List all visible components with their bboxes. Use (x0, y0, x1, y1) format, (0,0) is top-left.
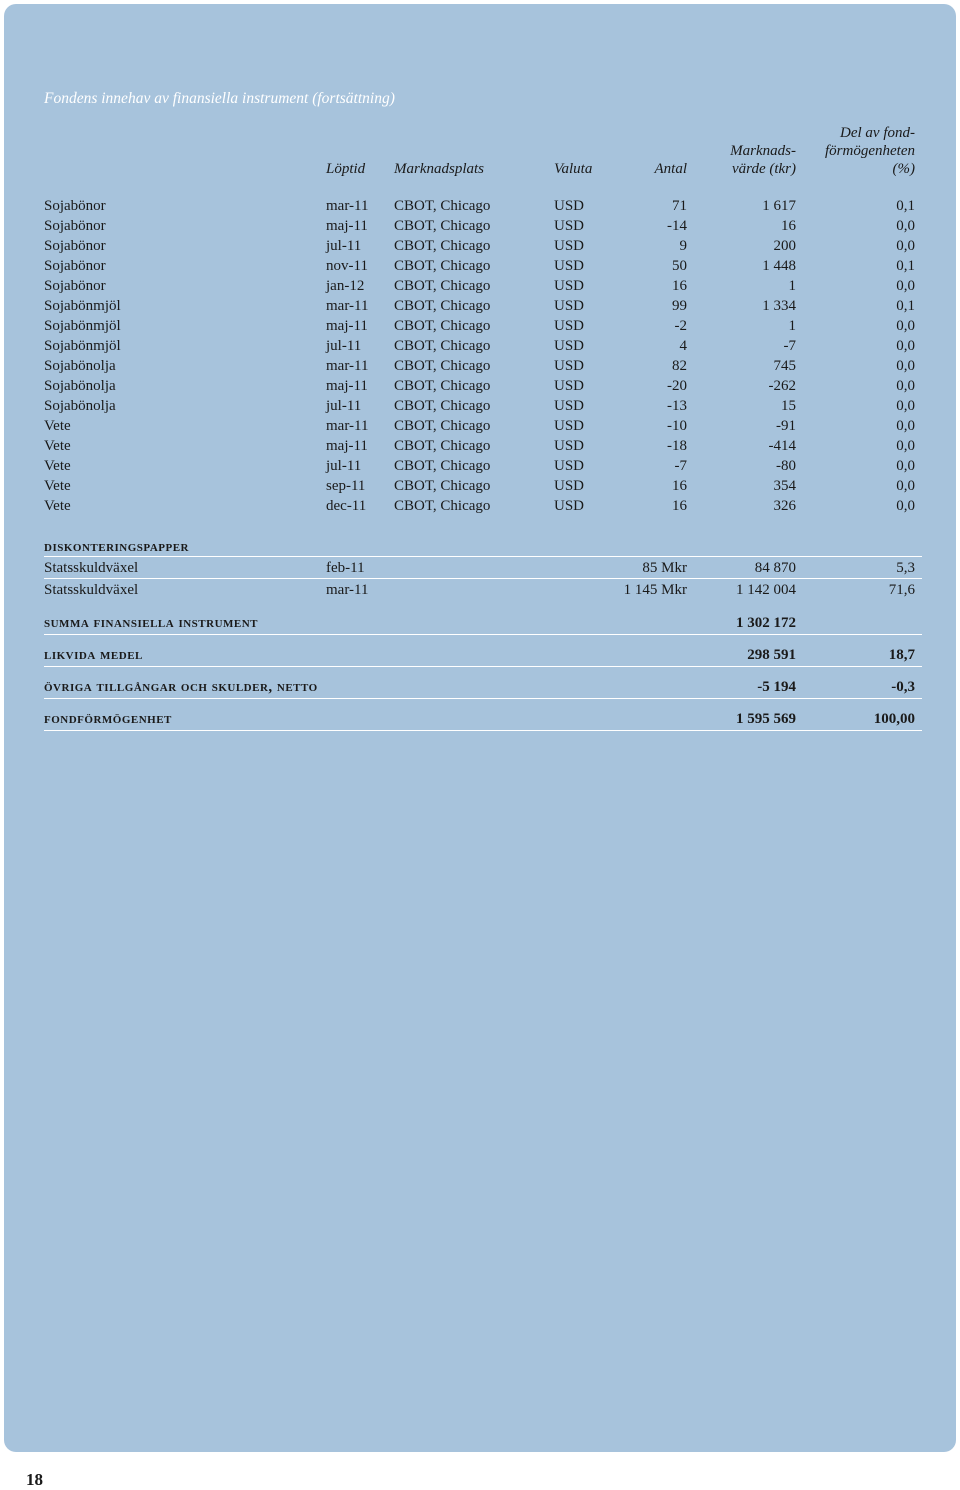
currency: USD (554, 438, 585, 454)
marketplace: CBOT, Chicago (394, 498, 491, 514)
maturity: sep-11 (326, 478, 366, 494)
maturity: mar-11 (326, 358, 369, 374)
market-value: -262 (768, 378, 796, 394)
summary-row-likvida (0, 645, 960, 665)
instrument-name: Sojabönor (44, 218, 106, 234)
table-row (0, 336, 960, 356)
marketplace: CBOT, Chicago (394, 298, 491, 314)
instrument-name: Statsskuldväxel (44, 560, 139, 576)
col-antal: Antal (654, 161, 687, 177)
currency: USD (554, 378, 585, 394)
marketplace: CBOT, Chicago (394, 398, 491, 414)
instrument-name: Sojabönolja (44, 378, 116, 394)
table-row (0, 316, 960, 336)
instrument-name: Sojabönor (44, 198, 106, 214)
instrument-name: Vete (44, 498, 71, 514)
divider (44, 578, 922, 579)
marketplace: CBOT, Chicago (394, 478, 491, 494)
table-row (0, 216, 960, 236)
summary-percent: -0,3 (891, 679, 915, 695)
quantity: -2 (674, 318, 687, 334)
col-loptid: Löptid (326, 161, 366, 177)
table-row (0, 276, 960, 296)
marketplace: CBOT, Chicago (394, 438, 491, 454)
maturity: maj-11 (326, 378, 368, 394)
divider (44, 698, 922, 699)
section-title-diskontering: diskonteringspapper (44, 539, 189, 555)
table-row (0, 236, 960, 256)
maturity: jul-11 (326, 338, 362, 354)
instrument-name: Sojabönmjöl (44, 298, 121, 314)
marketplace: CBOT, Chicago (394, 378, 491, 394)
currency: USD (554, 238, 585, 254)
market-value: 1 334 (762, 298, 796, 314)
summary-row-summa (0, 613, 960, 633)
currency: USD (554, 318, 585, 334)
table-row (0, 456, 960, 476)
col-andel-line1: Del av fond- (840, 125, 915, 141)
table-row (0, 356, 960, 376)
divider (44, 556, 922, 557)
market-value: 354 (773, 478, 796, 494)
currency: USD (554, 258, 585, 274)
table-row (0, 558, 960, 578)
share-percent: 0,0 (896, 458, 915, 474)
currency: USD (554, 278, 585, 294)
quantity: 4 (679, 338, 687, 354)
divider (44, 730, 922, 731)
instrument-name: Vete (44, 458, 71, 474)
marketplace: CBOT, Chicago (394, 338, 491, 354)
quantity: 1 145 Mkr (623, 582, 687, 598)
instrument-name: Vete (44, 418, 71, 434)
quantity: -10 (667, 418, 687, 434)
maturity: mar-11 (326, 198, 369, 214)
market-value: 16 (781, 218, 796, 234)
table-row (0, 580, 960, 600)
instrument-name: Sojabönor (44, 278, 106, 294)
summary-label: likvida medel (44, 647, 143, 663)
quantity: 16 (672, 278, 687, 294)
currency: USD (554, 198, 585, 214)
table-row (0, 256, 960, 276)
divider (44, 634, 922, 635)
market-value: 1 (788, 318, 796, 334)
table-row (0, 196, 960, 216)
col-marknadsvarde-line1: Marknads- (730, 143, 796, 159)
share-percent: 0,0 (896, 218, 915, 234)
share-percent: 0,0 (896, 498, 915, 514)
instrument-name: Sojabönmjöl (44, 338, 121, 354)
marketplace: CBOT, Chicago (394, 258, 491, 274)
marketplace: CBOT, Chicago (394, 418, 491, 434)
summary-value: 1 302 172 (736, 615, 796, 631)
share-percent: 0,0 (896, 358, 915, 374)
divider (44, 666, 922, 667)
market-value: 1 617 (762, 198, 796, 214)
marketplace: CBOT, Chicago (394, 238, 491, 254)
maturity: jul-11 (326, 238, 362, 254)
market-value: 84 870 (754, 560, 796, 576)
quantity: -14 (667, 218, 687, 234)
share-percent: 0,0 (896, 278, 915, 294)
market-value: -7 (783, 338, 796, 354)
quantity: 99 (672, 298, 687, 314)
table-row (0, 376, 960, 396)
maturity: maj-11 (326, 318, 368, 334)
currency: USD (554, 398, 585, 414)
maturity: jan-12 (326, 278, 365, 294)
table-row (0, 396, 960, 416)
maturity: dec-11 (326, 498, 367, 514)
summary-row-ovriga (0, 677, 960, 697)
instrument-name: Statsskuldväxel (44, 582, 139, 598)
maturity: nov-11 (326, 258, 368, 274)
col-valuta: Valuta (554, 161, 593, 177)
instrument-name: Sojabönolja (44, 358, 116, 374)
summary-value: -5 194 (757, 679, 796, 695)
share-percent: 0,0 (896, 418, 915, 434)
market-value: 745 (773, 358, 796, 374)
market-value: 326 (773, 498, 796, 514)
marketplace: CBOT, Chicago (394, 318, 491, 334)
share-percent: 0,0 (896, 478, 915, 494)
summary-percent: 18,7 (888, 647, 915, 663)
quantity: -7 (674, 458, 687, 474)
maturity: maj-11 (326, 218, 368, 234)
maturity: mar-11 (326, 298, 369, 314)
summary-label: övriga tillgångar och skulder, netto (44, 679, 318, 695)
maturity: maj-11 (326, 438, 368, 454)
quantity: 9 (679, 238, 687, 254)
summary-percent: 100,00 (873, 711, 915, 727)
currency: USD (554, 358, 585, 374)
instrument-name: Sojabönor (44, 258, 106, 274)
market-value: -414 (768, 438, 796, 454)
market-value: -91 (776, 418, 796, 434)
quantity: -18 (667, 438, 687, 454)
table-row (0, 436, 960, 456)
summary-value: 1 595 569 (736, 711, 796, 727)
quantity: -20 (667, 378, 687, 394)
marketplace: CBOT, Chicago (394, 458, 491, 474)
currency: USD (554, 458, 585, 474)
summary-label: fondförmögenhet (44, 711, 172, 727)
instrument-name: Sojabönmjöl (44, 318, 121, 334)
summary-label: summa finansiella instrument (44, 615, 259, 631)
currency: USD (554, 298, 585, 314)
market-value: 1 142 004 (736, 582, 796, 598)
table-row (0, 496, 960, 516)
quantity: 82 (672, 358, 687, 374)
table-row (0, 416, 960, 436)
col-marknadsvarde-line2: värde (tkr) (732, 161, 796, 177)
share-percent: 0,1 (896, 258, 915, 274)
market-value: 1 (788, 278, 796, 294)
maturity: feb-11 (326, 560, 365, 576)
currency: USD (554, 418, 585, 434)
share-percent: 0,0 (896, 238, 915, 254)
maturity: jul-11 (326, 458, 362, 474)
currency: USD (554, 478, 585, 494)
col-marknadsplats: Marknadsplats (394, 161, 484, 177)
quantity: 85 Mkr (642, 560, 687, 576)
share-percent: 0,0 (896, 398, 915, 414)
market-value: 15 (781, 398, 796, 414)
maturity: mar-11 (326, 418, 369, 434)
market-value: -80 (776, 458, 796, 474)
col-andel-line2: förmögenheten (825, 143, 915, 159)
share-percent: 0,1 (896, 298, 915, 314)
table-row (0, 476, 960, 496)
quantity: 16 (672, 478, 687, 494)
share-percent: 0,0 (896, 438, 915, 454)
share-percent: 0,0 (896, 318, 915, 334)
share-percent: 71,6 (888, 582, 915, 598)
marketplace: CBOT, Chicago (394, 218, 491, 234)
maturity: mar-11 (326, 582, 369, 598)
share-percent: 0,0 (896, 338, 915, 354)
market-value: 200 (773, 238, 796, 254)
table-row (0, 296, 960, 316)
marketplace: CBOT, Chicago (394, 198, 491, 214)
quantity: 16 (672, 498, 687, 514)
currency: USD (554, 218, 585, 234)
summary-value: 298 591 (747, 647, 796, 663)
instrument-name: Sojabönor (44, 238, 106, 254)
instrument-name: Vete (44, 478, 71, 494)
instrument-name: Sojabönolja (44, 398, 116, 414)
share-percent: 0,0 (896, 378, 915, 394)
currency: USD (554, 498, 585, 514)
currency: USD (554, 338, 585, 354)
marketplace: CBOT, Chicago (394, 278, 491, 294)
page-number: 18 (26, 1470, 43, 1489)
share-percent: 5,3 (896, 560, 915, 576)
quantity: 50 (672, 258, 687, 274)
quantity: -13 (667, 398, 687, 414)
share-percent: 0,1 (896, 198, 915, 214)
quantity: 71 (672, 198, 687, 214)
market-value: 1 448 (762, 258, 796, 274)
instrument-name: Vete (44, 438, 71, 454)
page-heading: Fondens innehav av finansiella instrument (fortsättning) (44, 90, 395, 107)
maturity: jul-11 (326, 398, 362, 414)
marketplace: CBOT, Chicago (394, 358, 491, 374)
summary-row-fondformogenhet (0, 709, 960, 729)
col-andel-line3: (%) (892, 161, 915, 177)
